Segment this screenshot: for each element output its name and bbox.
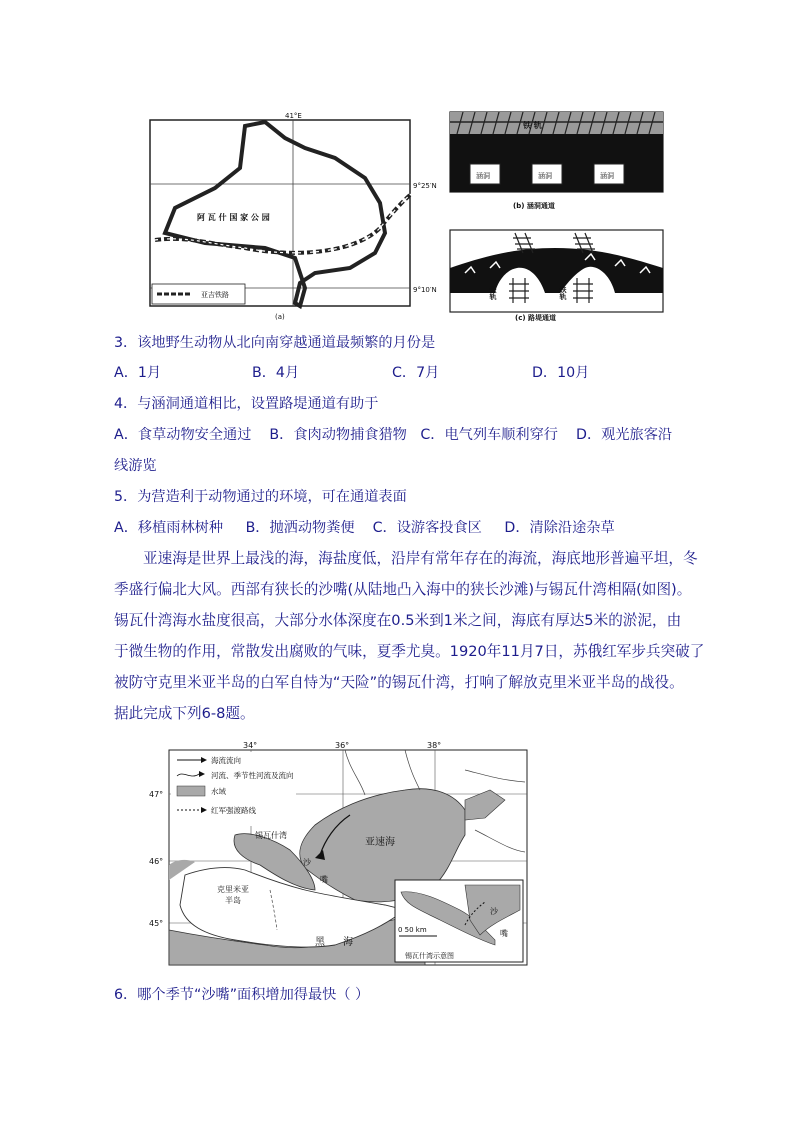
legend-water: 水域 <box>211 787 226 796</box>
label-spit-b: 嘴 <box>320 875 328 884</box>
inset-label-spit-b: 嘴 <box>500 929 508 938</box>
q3-option-d[interactable]: D．10月 <box>532 365 590 381</box>
label-spit-a: 沙 <box>303 858 311 867</box>
lat-label-1: 9°25′N <box>413 182 437 190</box>
inset-caption: 锡瓦什湾示意图 <box>405 952 454 960</box>
passage-line-6: 据此完成下列6-8题。 <box>114 705 255 722</box>
q5-stem: 5．为营造利于动物通过的环境，可在通道表面 <box>114 489 407 505</box>
culvert-label-2: 涵洞 <box>538 172 552 180</box>
q6-stem: 6．哪个季节“沙嘴”面积增加得最快（ ） <box>114 987 370 1003</box>
lon-label-34: 34° <box>243 741 258 750</box>
legend-route: 红军强渡路线 <box>211 806 256 815</box>
panel-c-rail-label-1: 铁轨 <box>489 286 497 300</box>
label-azov: 亚速海 <box>365 837 395 848</box>
lat-label-46: 46° <box>149 857 164 866</box>
lat-label-45: 45° <box>149 919 164 928</box>
figure-awash-park <box>145 108 670 323</box>
culvert-label-1: 涵洞 <box>476 172 490 180</box>
panel-c-caption: (c) 路堤通道 <box>515 314 556 322</box>
figure-azov-map <box>149 740 530 968</box>
q3-option-c[interactable]: C．7月 <box>392 365 440 381</box>
q3-option-b[interactable]: B．4月 <box>252 365 300 381</box>
panel-c-embankment <box>450 230 663 322</box>
park-label: 阿 瓦 什 国 家 公 园 <box>197 213 270 222</box>
q3-option-a[interactable]: A．1月 <box>114 365 162 381</box>
map-a <box>150 112 437 321</box>
legend-river: 河流、季节性河流及流向 <box>211 771 294 780</box>
panel-b-culvert <box>450 112 663 210</box>
panel-c-rail-label-2: 铁轨 <box>559 286 567 300</box>
passage-line-2: 季盛行偏北大风。西部有狭长的沙嘴(从陆地凸入海中的狭长沙滩)与锡瓦什湾相隔(如图)。 <box>114 581 692 598</box>
map2-legend <box>171 752 296 826</box>
label-crimea-1: 克里米亚 <box>217 885 249 894</box>
lon-label-38: 38° <box>427 741 442 750</box>
label-crimea-2: 半岛 <box>225 896 241 905</box>
panel-b-caption: (b) 涵洞通道 <box>513 202 555 210</box>
legend-current: 海流流向 <box>211 756 241 765</box>
panel-b-rail-label: 铁 轨 <box>523 121 542 130</box>
q3-stem: 3．该地野生动物从北向南穿越通道最频繁的月份是 <box>114 335 436 351</box>
label-sivash: 锡瓦什湾 <box>255 831 287 840</box>
q5-options[interactable]: A．移植雨林树种 B．抛洒动物粪便 C．设游客投食区 D．清除沿途杂草 <box>114 520 615 536</box>
q4-stem: 4．与涵洞通道相比，设置路堤通道有助于 <box>114 396 379 412</box>
top-coord-label: 41°E <box>285 112 302 120</box>
passage-line-1: 亚速海是世界上最浅的海，海盐度低，沿岸有常年存在的海流，海底地形普遍平坦，冬 <box>143 550 698 567</box>
railway-line <box>155 194 411 253</box>
passage-line-3: 锡瓦什湾海水盐度很高，大部分水体深度在0.5米到1米之间，海底有厚达5米的淤泥，由 <box>114 612 682 629</box>
lat-label-47: 47° <box>149 790 164 799</box>
label-black-1: 黑 <box>315 937 325 948</box>
culvert-label-3: 涵洞 <box>600 172 614 180</box>
inset-scale: 0 50 km <box>398 926 427 934</box>
passage-line-4: 于微生物的作用，常散发出腐败的气味，夏季尤臭。1920年11月7日，苏俄红军步兵突破了 <box>114 643 705 660</box>
lat-label-2: 9°10′N <box>413 286 437 294</box>
map-a-caption: (a) <box>275 313 285 321</box>
q4-options-line1[interactable]: A．食草动物安全通过 B．食肉动物捕食猎物 C．电气列车顺利穿行 D．观光旅客沿 <box>114 427 673 443</box>
lon-label-36: 36° <box>335 741 350 750</box>
q4-options-line2: 线游览 <box>114 458 157 474</box>
legend-railway-label: 亚吉铁路 <box>201 291 229 299</box>
sivash-inset <box>395 880 523 962</box>
inset-label-spit-a: 沙 <box>490 907 498 916</box>
label-black-2: 海 <box>343 937 353 948</box>
passage-line-5: 被防守克里米亚半岛的白军自恃为“天险”的锡瓦什湾，打响了解放克里米亚半岛的战役。 <box>114 674 684 691</box>
